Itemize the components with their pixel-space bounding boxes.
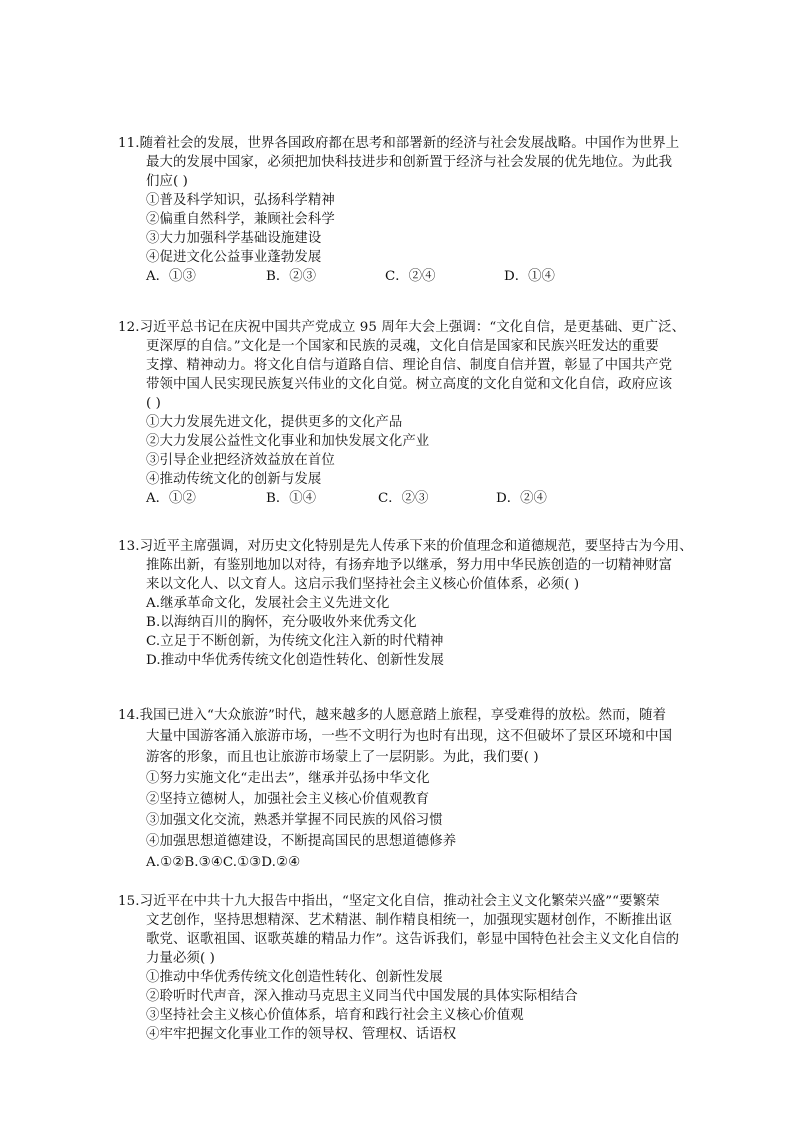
question-stem-line: 推陈出新，有鉴别地加以对待，有扬弃地予以继承，努力用中华民族创造的一切精神财富 (146, 558, 673, 573)
question-option: A.继承革命文化，发展社会主义先进文化 (146, 596, 390, 611)
answer-choices: A.①②B.③④C.①③D.②④ (146, 855, 301, 870)
question-stem-line: 们应( ) (146, 174, 188, 189)
question-stem-line: 13.习近平主席强调，对历史文化特别是先人传承下来的价值理念和道德规范，要坚持古为今用、 (118, 539, 693, 554)
question-stem-line: 大量中国游客涌入旅游市场，一些不文明行为也时有出现，这不但破坏了景区环境和中国 (146, 729, 673, 744)
answer-choice-a: A．①③ (146, 269, 196, 284)
question-option: ②大力发展公益性文化事业和加快发展文化产业 (146, 434, 430, 449)
question-14 (118, 705, 708, 873)
question-option: ②聆听时代声音，深入推动马克思主义同当代中国发展的具体实际相结合 (146, 989, 578, 1004)
question-12 (118, 318, 708, 508)
question-stem-line: 文艺创作，坚持思想精深、艺术精湛、制作精良相统一，加强现实题材创作，不断推出讴 (146, 913, 673, 928)
question-stem-line: 歌党、讴歌祖国、讴歌英雄的精品力作”。这告诉我们，彰显中国特色社会主义文化自信的 (146, 932, 680, 947)
answer-choice-c: C．②③ (378, 491, 429, 506)
question-stem-line: 11.随着社会的发展，世界各国政府都在思考和部署新的经济与社会发展战略。中国作为世界上 (118, 136, 680, 151)
question-stem-line: 14.我国已进入“大众旅游”时代，越来越多的人愿意踏上旅程，享受难得的放松。然而，随着 (118, 708, 667, 723)
question-option: D.推动中华优秀传统文化创造性转化、创新性发展 (146, 653, 445, 668)
question-option: ③加强文化交流，熟悉并掌握不同民族的风俗习惯 (146, 813, 443, 828)
answer-choice-c: C．②④ (385, 269, 436, 284)
question-11 (118, 134, 708, 286)
question-option: ②坚持立德树人，加强社会主义核心价值观教育 (146, 792, 430, 807)
question-stem-line: 更深厚的自信。”文化是一个国家和民族的灵魂，文化自信是国家和民族兴旺发达的重要 (146, 339, 659, 354)
question-option: C.立足于不断创新，为传统文化注入新的时代精神 (146, 634, 444, 649)
question-13 (118, 537, 708, 670)
question-stem-line: 支撑、精神动力。将文化自信与道路自信、理论自信、制度自信并置，彰显了中国共产党 (146, 358, 673, 373)
question-stem-line: 带领中国人民实现民族复兴伟业的文化自觉。树立高度的文化自觉和文化自信，政府应该 (146, 377, 673, 392)
answer-choices (118, 489, 708, 508)
question-option: ④促进文化公益事业蓬勃发展 (146, 250, 322, 265)
answer-choice-b: B．①④ (266, 491, 317, 506)
question-stem-line: 12.习近平总书记在庆祝中国共产党成立 95 周年大会上强调：“文化自信，是更基础、更广泛、 (118, 320, 686, 335)
question-stem-line: 游客的形象，而且也让旅游市场蒙上了一层阴影。为此，我们要( ) (146, 750, 539, 765)
answer-choices (118, 267, 708, 286)
question-stem-line: 最大的发展中国家，必须把加快科技进步和创新置于经济与社会发展的优先地位。为此我 (146, 155, 673, 170)
question-stem-line: 来以文化人、以文育人。这启示我们坚持社会主义核心价值体系，必须( ) (146, 577, 580, 592)
question-option: ④推动传统文化的创新与发展 (146, 472, 322, 487)
question-stem-line: 15.习近平在中共十九大报告中指出，“坚定文化自信，推动社会主义文化繁荣兴盛”“要繁荣 (118, 894, 660, 909)
answer-choice-a: A．①② (146, 491, 196, 506)
question-option: B.以海纳百川的胸怀，充分吸收外来优秀文化 (146, 615, 417, 630)
question-option: ②偏重自然科学，兼顾社会科学 (146, 212, 335, 227)
answer-choice-d: D．①④ (504, 269, 555, 284)
question-option: ④牢牢把握文化事业工作的领导权、管理权、话语权 (146, 1027, 457, 1042)
answer-choice-b: B．②③ (266, 269, 317, 284)
question-option: ①大力发展先进文化，提供更多的文化产品 (146, 415, 403, 430)
question-option: ④加强思想道德建设，不断提高国民的思想道德修养 (146, 834, 457, 849)
answer-choice-d: D．②④ (496, 491, 547, 506)
question-option: ③引导企业把经济效益放在首位 (146, 453, 335, 468)
question-option: ①努力实施文化“走出去”，继承并弘扬中华文化 (146, 771, 430, 786)
question-option: ①推动中华优秀传统文化创造性转化、创新性发展 (146, 970, 443, 985)
question-15 (118, 892, 708, 1044)
question-option: ①普及科学知识，弘扬科学精神 (146, 193, 335, 208)
question-option: ③大力加强科学基础设施建设 (146, 231, 322, 246)
question-stem-line: 力量必须( ) (146, 951, 215, 966)
question-option: ③坚持社会主义核心价值体系，培育和践行社会主义核心价值观 (146, 1008, 524, 1023)
question-stem-line: ( ) (146, 396, 162, 411)
